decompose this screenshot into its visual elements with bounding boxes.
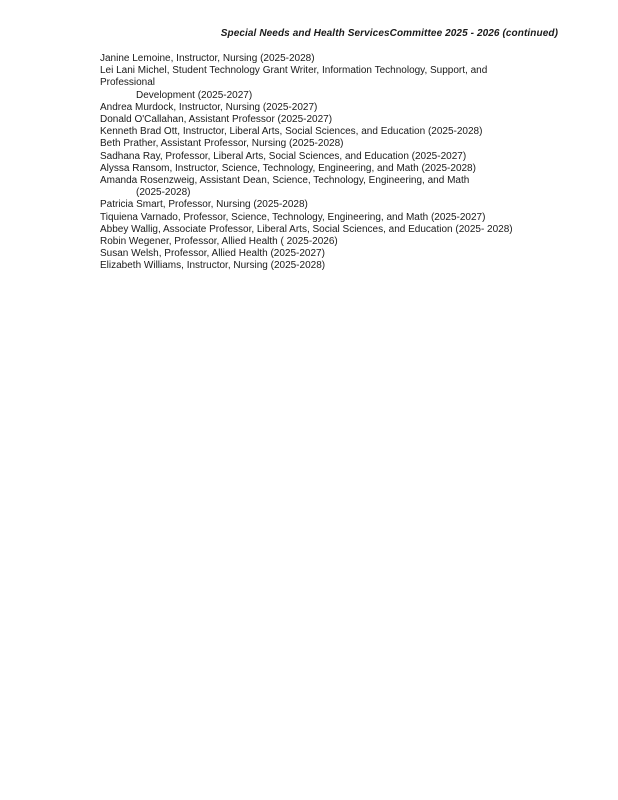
member-entry (100, 102, 550, 114)
member-text: Janine Lemoine, Instructor, Nursing (2025-2028) (100, 53, 315, 64)
member-entry (100, 236, 550, 248)
member-text: Amanda Rosenzweig, Assistant Dean, Science, Technology, Engineering, and Math (100, 175, 470, 187)
member-continuation: (2025-2028) (136, 187, 191, 199)
member-text: Beth Prather, Assistant Professor, Nursing (2025-2028) (100, 138, 344, 150)
member-entry (100, 175, 550, 199)
member-text: Elizabeth Williams, Instructor, Nursing (2025-2028) (100, 260, 326, 272)
member-entry (100, 163, 550, 175)
member-entry (100, 199, 550, 211)
member-entry (100, 248, 550, 260)
member-entry (100, 53, 550, 65)
member-text: Alyssa Ransom, Instructor, Science, Technology, Engineering, and Math (2025-2028) (100, 162, 476, 174)
member-entry (100, 65, 520, 102)
member-text: Kenneth Brad Ott, Instructor, Liberal Arts, Social Sciences, and Education (2025-2028) (100, 126, 483, 138)
member-entry (100, 260, 550, 272)
member-entry (100, 126, 550, 138)
member-text: Patricia Smart, Professor, Nursing (2025-2028) (100, 199, 308, 211)
member-text: Donald O'Callahan, Assistant Professor (2025-2027) (100, 114, 333, 126)
page-header: Special Needs and Health ServicesCommittee 2025 - 2026 (continued) (220, 28, 558, 39)
member-text: Robin Wegener, Professor, Allied Health ( 2025-2026) (100, 236, 338, 248)
member-continuation: Development (2025-2027) (136, 89, 253, 101)
member-text: Sadhana Ray, Professor, Liberal Arts, Social Sciences, and Education (2025-2027) (100, 150, 467, 162)
member-text: Andrea Murdock, Instructor, Nursing (2025-2027) (100, 101, 318, 113)
member-entry (100, 114, 550, 126)
member-entry (100, 138, 550, 150)
member-text: Tiquiena Varnado, Professor, Science, Technology, Engineering, and Math (2025-2027) (100, 211, 486, 223)
committee-member-list (100, 53, 550, 273)
member-entry (100, 151, 550, 163)
member-entry (100, 212, 550, 224)
member-entry (100, 224, 550, 236)
member-text: Susan Welsh, Professor, Allied Health (2025-2027) (100, 248, 325, 260)
member-text: Abbey Wallig, Associate Professor, Liberal Arts, Social Sciences, and Education (2025- 2028) (100, 223, 513, 235)
member-text: Lei Lani Michel, Student Technology Grant Writer, Information Technology, Support, and Professional (100, 65, 488, 89)
